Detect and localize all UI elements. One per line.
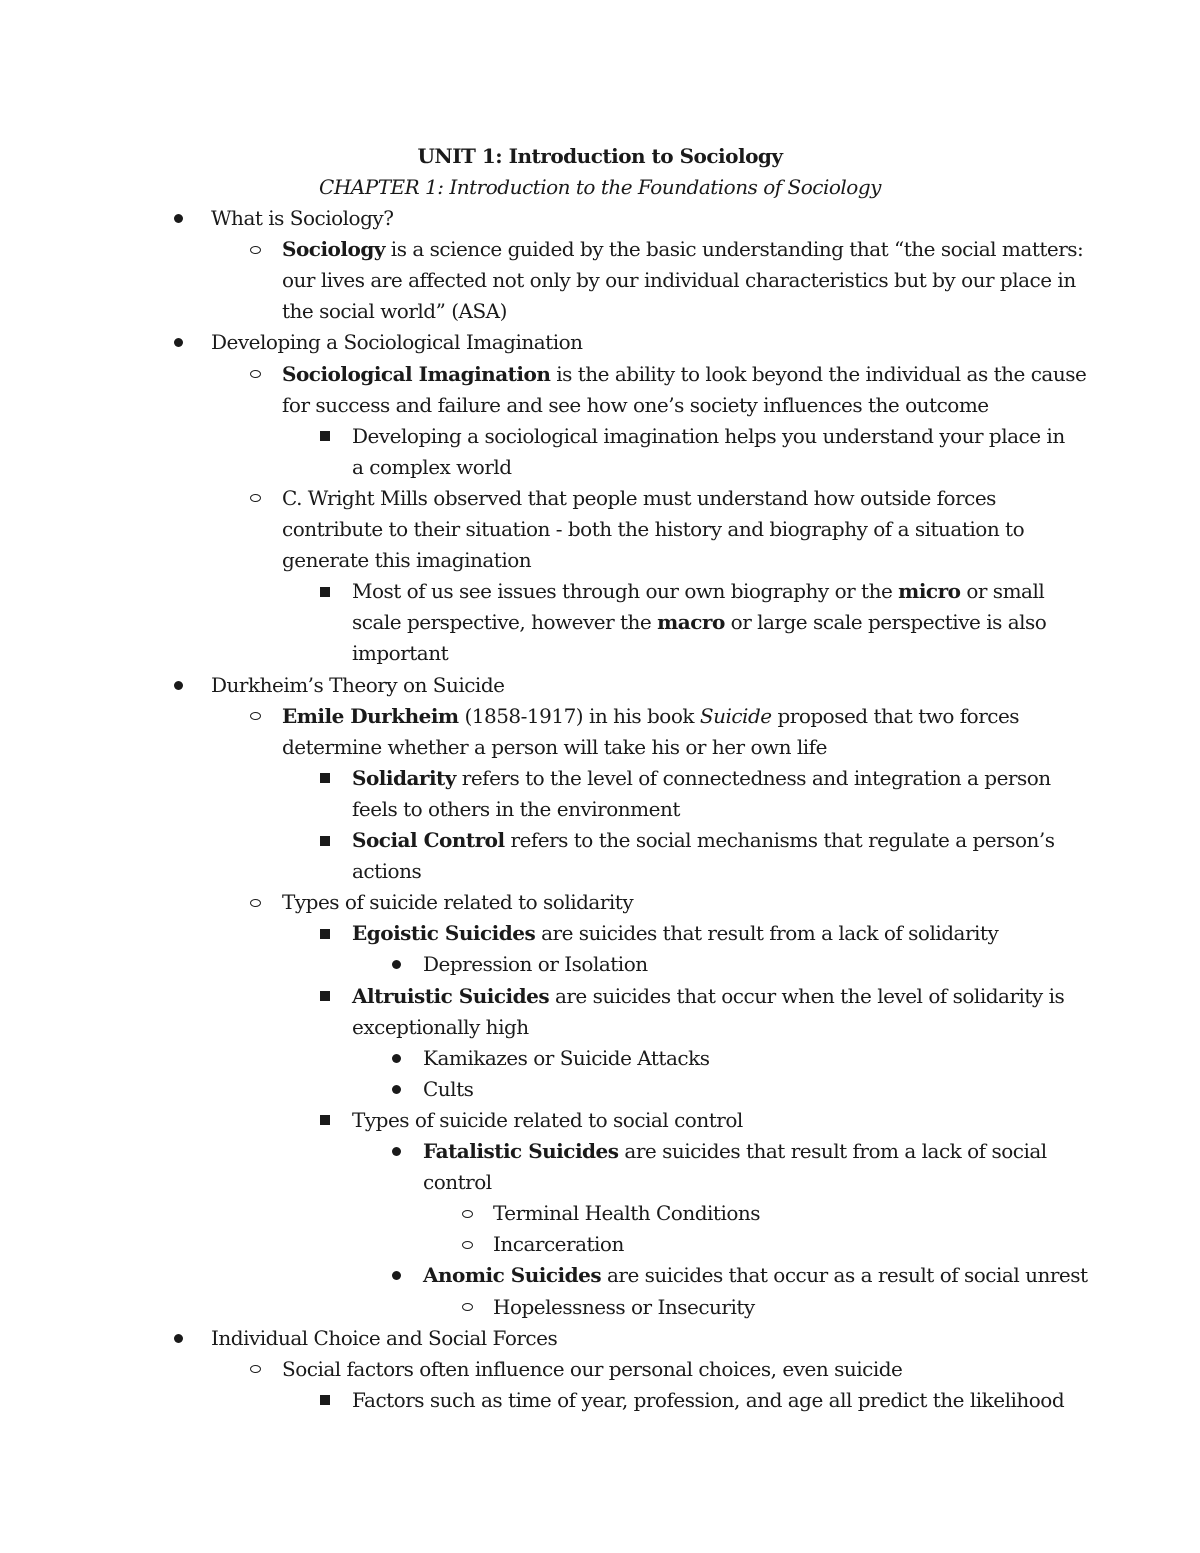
bold-term: Sociological Imagination [282,361,551,386]
bullet-square-icon [316,918,334,949]
bullet-square-icon [316,421,334,452]
outline-text [352,607,1046,638]
outline-text [211,203,393,234]
bullet-square-icon [316,1105,334,1136]
text-run: Kamikazes or Suicide Attacks [423,1045,710,1070]
text-run: Factors such as time of year, profession, and age all predict the likelihood [352,1387,1065,1412]
outline-text [282,887,633,918]
bold-term: Fatalistic Suicides [423,1139,619,1163]
outline-text [423,949,648,980]
bullet-square-icon [316,763,334,794]
bold-term: Solidarity [352,765,456,790]
text-run: generate this imagination [282,548,532,573]
text-run: Hopelessness or Insecurity [493,1294,755,1319]
bold-term: Sociology [282,237,385,262]
bullet-square-icon [316,576,334,607]
bullet-square-icon [316,981,334,1012]
text-run: are suicides that occur when the level of solidarity is [549,983,1065,1008]
outline-text [352,825,1054,856]
text-run: proposed that two forces [771,703,1020,728]
text-run: Developing a sociological imagination helps you understand your place in [352,423,1065,448]
text-run: exceptionally high [352,1014,529,1039]
outline-text [352,856,421,887]
outline-text [282,296,507,327]
bold-term: Emile Durkheim [282,703,459,728]
outline-text [282,234,1083,265]
text-run: determine whether a person will take his or her own life [282,734,827,759]
bullet-circle-icon [458,1198,476,1229]
bullet-circle-icon [246,234,264,265]
text-run: Developing a Sociological Imagination [211,330,583,355]
outline-text [352,452,512,483]
outline-text [493,1198,760,1229]
text-run: refers to the social mechanisms that regulate a person’s [504,828,1055,852]
text-run: is a science guided by the basic understanding that “the social matters: [384,237,1084,262]
bold-term: Anomic Suicides [423,1263,602,1288]
outline-text [282,359,1086,390]
outline-text [352,421,1065,452]
bullet-dot-icon [169,1323,187,1354]
bullet-circle-icon [246,483,264,514]
unit-title: UNIT 1: Introduction to Sociology [417,144,783,168]
text-run: feels to others in the environment [352,796,680,821]
text-run: are suicides that result from a lack of social [618,1139,1047,1163]
text-run: for success and failure and see how one’s society influences the outcome [282,392,989,417]
outline-text [282,390,989,421]
text-run: Most of us see issues through our own biography or the [352,579,899,604]
text-run: Cults [423,1076,474,1101]
outline-text [352,981,1064,1012]
text-run: the social world” (ASA) [282,299,507,324]
text-run: Durkheim’s Theory on Suicide [211,672,505,697]
text-run: scale perspective, however the [352,610,658,635]
italic-title: Suicide [699,703,772,728]
outline-text [352,918,998,949]
text-run: our lives are affected not only by our individual characteristics but by our place in [282,268,1076,293]
bold-term: Egoistic Suicides [352,921,536,946]
outline-text [211,327,583,358]
bullet-circle-icon [246,701,264,732]
bullet-square-icon [316,825,334,856]
bullet-dot-icon [387,949,405,980]
text-run: important [352,641,449,666]
bullet-square-icon [316,1385,334,1416]
outline-text [211,670,504,701]
bullet-dot-icon [387,1260,405,1291]
bullet-dot-icon [387,1136,405,1167]
bold-term: Social Control [352,828,505,852]
text-run: What is Sociology? [211,206,394,230]
text-run: Types of suicide related to solidarity [282,890,634,915]
outline-text [423,1043,709,1074]
bullet-dot-icon [387,1043,405,1074]
outline-text [352,1012,529,1043]
outline-text [282,265,1076,296]
outline-text [493,1292,755,1323]
bullet-circle-icon [246,359,264,390]
bullet-dot-icon [387,1074,405,1105]
bullet-circle-icon [458,1229,476,1260]
outline-text [211,1323,557,1354]
text-run: Types of suicide related to social control [352,1107,743,1132]
outline-text [423,1136,1047,1167]
outline-text [493,1229,624,1260]
outline-text [282,483,996,514]
text-run: control [423,1170,492,1195]
outline-text [352,1105,743,1136]
text-run: Social factors often influence our personal choices, even suicide [282,1356,903,1381]
outline-text [423,1260,1088,1291]
text-run: (1858-1917) in his book [458,703,700,728]
text-run: is the ability to look beyond the individual as the cause [550,361,1087,386]
text-run: Depression or Isolation [423,952,648,977]
bullet-circle-icon [246,1354,264,1385]
bullet-dot-icon [169,670,187,701]
outline-text [423,1167,492,1198]
text-run: Incarceration [493,1232,624,1257]
bold-term: micro [898,579,961,604]
text-run: are suicides that occur as a result of social unrest [601,1263,1088,1288]
outline-text [423,1074,473,1105]
text-run: or small [960,579,1045,604]
outline-text [352,794,680,825]
bullet-dot-icon [169,327,187,358]
outline-text [352,763,1051,794]
text-run: or large scale perspective is also [724,610,1047,635]
outline-text [352,1385,1064,1416]
bullet-circle-icon [458,1292,476,1323]
bold-term: macro [657,610,725,635]
text-run: are suicides that result from a lack of solidarity [535,921,999,946]
outline-text [282,701,1019,732]
text-run: actions [352,859,422,884]
text-run: Individual Choice and Social Forces [211,1325,558,1350]
text-run: a complex world [352,454,512,479]
text-run: contribute to their situation - both the history and biography of a situation to [282,517,1025,541]
outline-text [282,545,531,576]
outline-text [352,638,448,669]
outline-text [282,514,1024,545]
bold-term: Altruistic Suicides [352,983,550,1008]
text-run: C. Wright Mills observed that people must understand how outside forces [282,485,996,510]
text-run: refers to the level of connectedness and integration a person [455,765,1051,790]
bullet-circle-icon [246,887,264,918]
outline-text [352,576,1044,607]
chapter-subtitle: CHAPTER 1: Introduction to the Foundations of Sociology [319,175,881,199]
outline-text [282,1354,902,1385]
bullet-dot-icon [169,203,187,234]
text-run: Terminal Health Conditions [493,1201,761,1226]
outline-text [282,732,827,763]
